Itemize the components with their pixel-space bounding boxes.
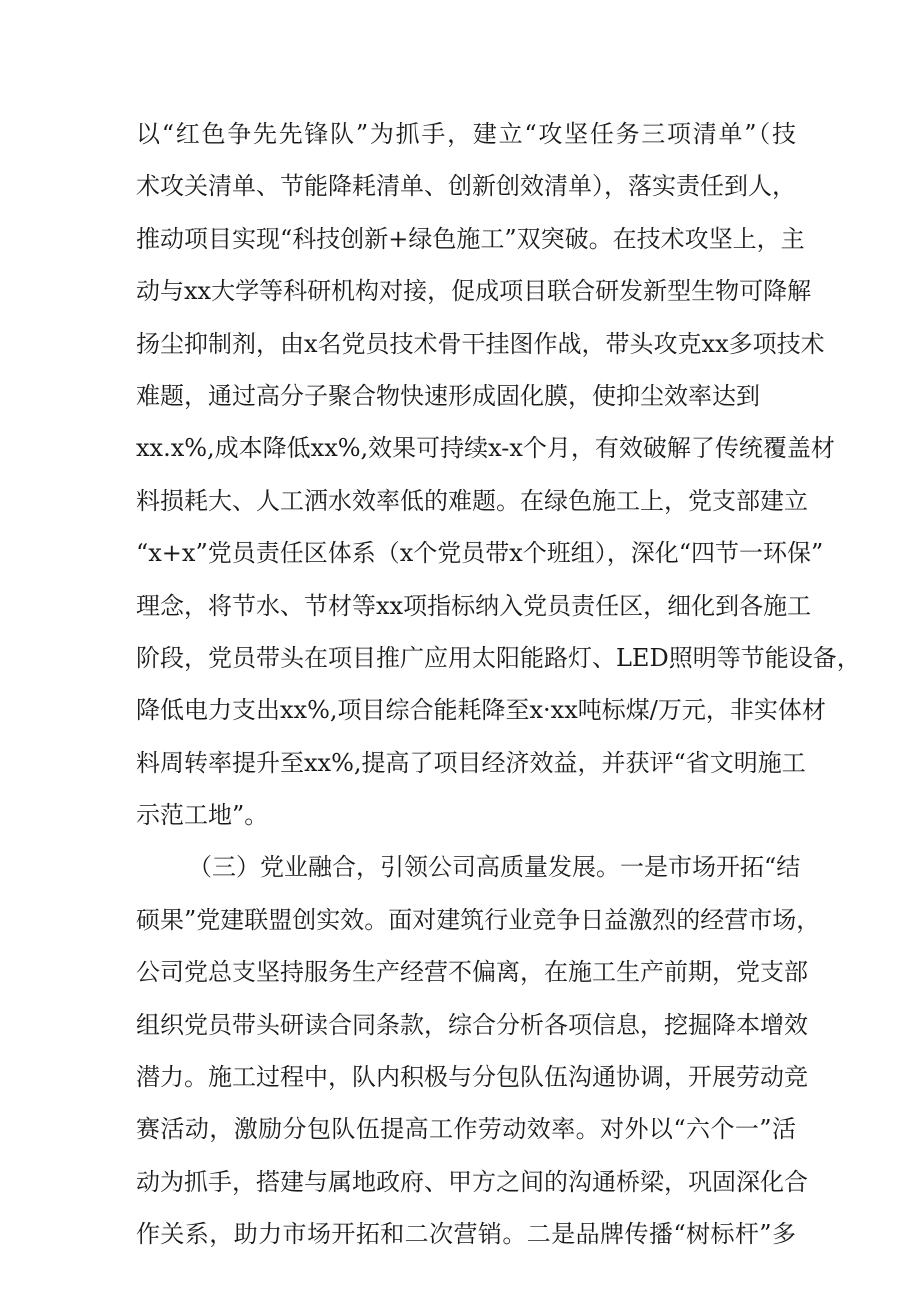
text-line: 降低电力支出xx%,项目综合能耗降至x·xx吨标煤/万元，非实体材 xyxy=(136,696,826,725)
text-line: 难题，通过高分子聚合物快速形成固化膜，使抑尘效率达到 xyxy=(136,381,760,410)
text-line: 公司党总支坚持服务生产经营不偏离，在施工生产前期，党支部 xyxy=(136,958,808,987)
text-line: 潜力。施工过程中，队内积极与分包队伍沟通协调，开展劳动竞 xyxy=(136,1063,808,1092)
text-line: 扬尘抑制剂，由x名党员技术骨干挂图作战，带头攻克xx多项技术 xyxy=(136,329,825,358)
text-line: 动与xx大学等科研机构对接，促成项目联合研发新型生物可降解 xyxy=(136,277,812,306)
text-line: 料周转率提升至xx%,提高了项目经济效益，并获评“省文明施工 xyxy=(136,748,806,777)
text-line: 阶段，党员带头在项目推广应用太阳能路灯、LED照明等节能设备， xyxy=(136,643,861,672)
text-line: 术攻关清单、节能降耗清单、创新创效清单），落实责任到人， xyxy=(136,172,796,201)
text-line: 料损耗大、人工洒水效率低的难题。在绿色施工上，党支部建立 xyxy=(136,486,808,515)
text-line: 组织党员带头研读合同条款，综合分析各项信息，挖掘降本增效 xyxy=(136,1010,808,1039)
text-line: 动为抓手，搭建与属地政府、甲方之间的沟通桥梁，巩固深化合 xyxy=(136,1167,808,1196)
text-line: 作关系，助力市场开拓和二次营销。二是品牌传播“树标杆”多 xyxy=(136,1220,796,1249)
section-heading-line: （三）党业融合，引领公司高质量发展。一是市场开拓“结 xyxy=(188,853,801,882)
text-line: 推动项目实现“科技创新+绿色施工”双突破。在技术攻坚上，主 xyxy=(136,224,805,253)
text-line: 以“红色争先先锋队”为抓手，建立“攻坚任务三项清单”（技 xyxy=(136,120,796,148)
text-line: 赛活动，激励分包队伍提高工作劳动效率。对外以“六个一”活 xyxy=(136,1115,796,1144)
text-line: “x+x”党员责任区体系（x个党员带x个班组），深化“四节一环保” xyxy=(136,539,824,568)
text-line: 硕果”党建联盟创实效。面对建筑行业竞争日益激烈的经营市场， xyxy=(136,905,821,934)
text-line: 示范工地”。 xyxy=(136,801,269,830)
text-line: xx.x%,成本降低xx%,效果可持续x-x个月，有效破解了传统覆盖材 xyxy=(136,434,835,463)
text-line: 理念，将节水、节材等xx项指标纳入党员责任区，细化到各施工 xyxy=(136,591,812,620)
body-text xyxy=(136,108,861,1261)
